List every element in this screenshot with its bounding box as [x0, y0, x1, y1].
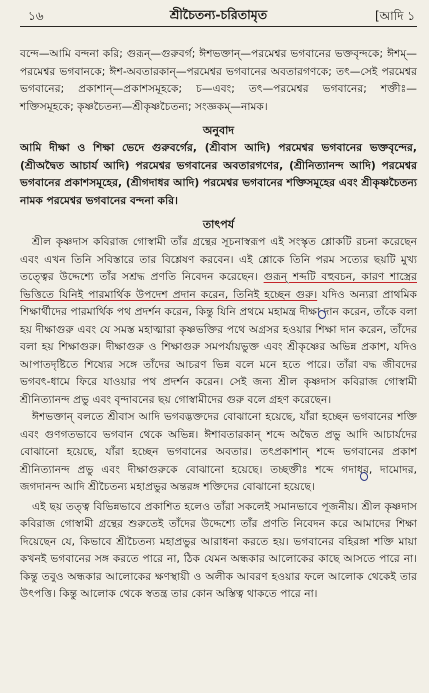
purport-paragraph-3: এই ছয় তত্ত্ব বিভিন্নভাবে প্রকাশিত হলেও তাঁরা সকলেই সমানভাবে পূজনীয়। শ্রীল কৃষ্ণদাস কবিরাজ গোস্বামী গ্রন্থের শুরুতেই তাঁদের উদ্দেশ্যে তাঁর প্রণতি নিবেদন করে আমাদের শিক্ষা দিয়েছেন যে, কিভাবে শ্রীচৈতন্য মহাপ্রভুর আরাধনা করতে হয়। ভগবানের বহিরঙ্গা শক্তি মায়া কখনই ভগবানের সঙ্গ করতে পারে না, ঠিক যেমন অন্ধকার আলোকের কাছে আসতে পারে না। কিন্তু তবুও অন্ধকার আলোকের ক্ষণস্থায়ী ও অলীক আবরণ হওয়ার ফলে আলোক থেকেই তার উৎপত্তি। কিন্তু আলোক থেকে স্বতন্ত্র তার কোন অস্তিত্ব থাকতে পারে না। [20, 499, 417, 600]
red-underlined-passage: গুরূন্ শব্দটি বহুবচন, কারণ শাস্ত্রের ভিত্তিতে যিনিই পারমার্থিক উপদেশ প্রদান করেন, তিনিই হচ্ছেন গুরু। [20, 270, 417, 301]
purport-body [20, 233, 417, 603]
word-for-word-synonyms: বন্দে—আমি বন্দনা করি; গুরূন্—গুরুবর্গ; ঈশভক্তান্—পরমেশ্বর ভগবানের ভক্তবৃন্দকে; ঈশম্—পরমেশ্বর ভগবানকে; ঈশ-অবতারকান্—পরমেশ্বর ভগবানের অবতারগণকে; তৎ—সেই পরমেশ্বর ভগবানের; প্রকাশান্—প্রকাশসমূহকে; চ—এবং; তৎ—পরমেশ্বর ভগবানের; শক্তীঃ—শক্তিসমূহকে; কৃষ্ণচৈতন্য—শ্রীকৃষ্ণচৈতন্য; সংজ্ঞকম্—নামক। [20, 47, 417, 113]
purport-heading: তাৎপর্য [202, 218, 235, 231]
purport-p1-end: যদিও অন্যরা প্রাথমিক শিক্ষার্থীদের পারমার্থিক পথ প্রদর্শন করেন, কিন্তু যিনি প্রথমে মহামন্ত্র দীক্ষা দান করেন, তাঁকে বলা হয় দীক্ষাগুরু এবং যে সমস্ত মহাত্মারা কৃষ্ণভক্তির পথে অগ্রসর হওয়ার শিক্ষা দান করেন, তাঁদের বলা হয় শিক্ষাগুরু। দীক্ষাগুরু ও শিক্ষাগুরু সমপর্যায়ভুক্ত এবং শ্রীকৃষ্ণের অভিন্ন প্রকাশ, যদিও আপাতদৃষ্টিতে শিষ্যের সঙ্গে তাঁদের আচরণ ভিন্ন বলে মনে হতে পারে। তাঁরা বদ্ধ জীবদের ভগবৎ-ধামে ফিরে যাওয়ার পথ প্রদর্শন করেন। সেই জন্য শ্রীল কৃষ্ণদাস কবিরাজ গোস্বামী শ্রীনিত্যানন্দ প্রভু এবং বৃন্দাবনের ছয় গোস্বামীদের গুরু বলে গ্রহণ করেছেন। [20, 287, 417, 406]
page-number: ১৬ [28, 9, 44, 23]
purport-p1-start: শ্রীল কৃষ্ণদাস কবিরাজ গোস্বামী তাঁর গ্রন্থের সূচনাস্বরূপ এই সংস্কৃত শ্লোকটি রচনা করেছেন এবং এখন তিনি সবিস্তারে তার বিশ্লেষণ করবেন। এই শ্লোকে তিনি পরম সত্যের ছয়টি মুখ্য তত্ত্বের উদ্দেশ্যে তাঁর সশ্রদ্ধ প্রণতি নিবেদন করেছেন। [20, 235, 417, 283]
purport-paragraph-1 [20, 233, 417, 408]
translation-text: আমি দীক্ষা ও শিক্ষা ভেদে গুরুবর্গের, (শ্রীবাস আদি) পরমেশ্বর ভগবানের ভক্তবৃন্দের, (শ্রীঅদ্বৈত আচার্য আদি) পরমেশ্বর ভগবানের অবতারগণের, (শ্রীনিত্যানন্দ আদি) পরমেশ্বর ভগবানের প্রকাশসমূহের, (শ্রীগদাধর আদি) পরমেশ্বর ভগবানের শক্তিসমূহের এবং শ্রীকৃষ্ণচৈতন্য নামক পরমেশ্বর ভগবানের বন্দনা করি। [20, 141, 417, 207]
translation-heading: অনুবাদ [202, 124, 235, 137]
running-title: শ্রীচৈতন্য-চরিতামৃত [169, 7, 268, 22]
purport-paragraph-2: ঈশভক্তান্ বলতে শ্রীবাস আদি ভগবদ্ভক্তদের বোঝানো হয়েছে, যাঁরা হচ্ছেন ভগবানের শক্তি এবং গুণগতভাবে ভগবান থেকে অভিন্ন। ঈশাবতারকান্ শব্দে অদ্বৈত প্রভু আদি আচার্যদের বোঝানো হয়েছে, যাঁরা হচ্ছেন ভগবানের অবতার। তৎপ্রকাশান্ শব্দে ভগবানের প্রকাশ শ্রীনিত্যানন্দ প্রভু এবং দীক্ষাগুরুকে বোঝানো হয়েছে। তচ্ছক্তীঃ শব্দে গদাধর, দামোদর, জগদানন্দ আদি শ্রীচৈতন্য মহাপ্রভুর অন্তরঙ্গ শক্তিদের বোঝানো হয়েছে। [20, 410, 417, 493]
chapter-marker: [আদি ১ [374, 9, 415, 23]
page-header [20, 6, 417, 27]
